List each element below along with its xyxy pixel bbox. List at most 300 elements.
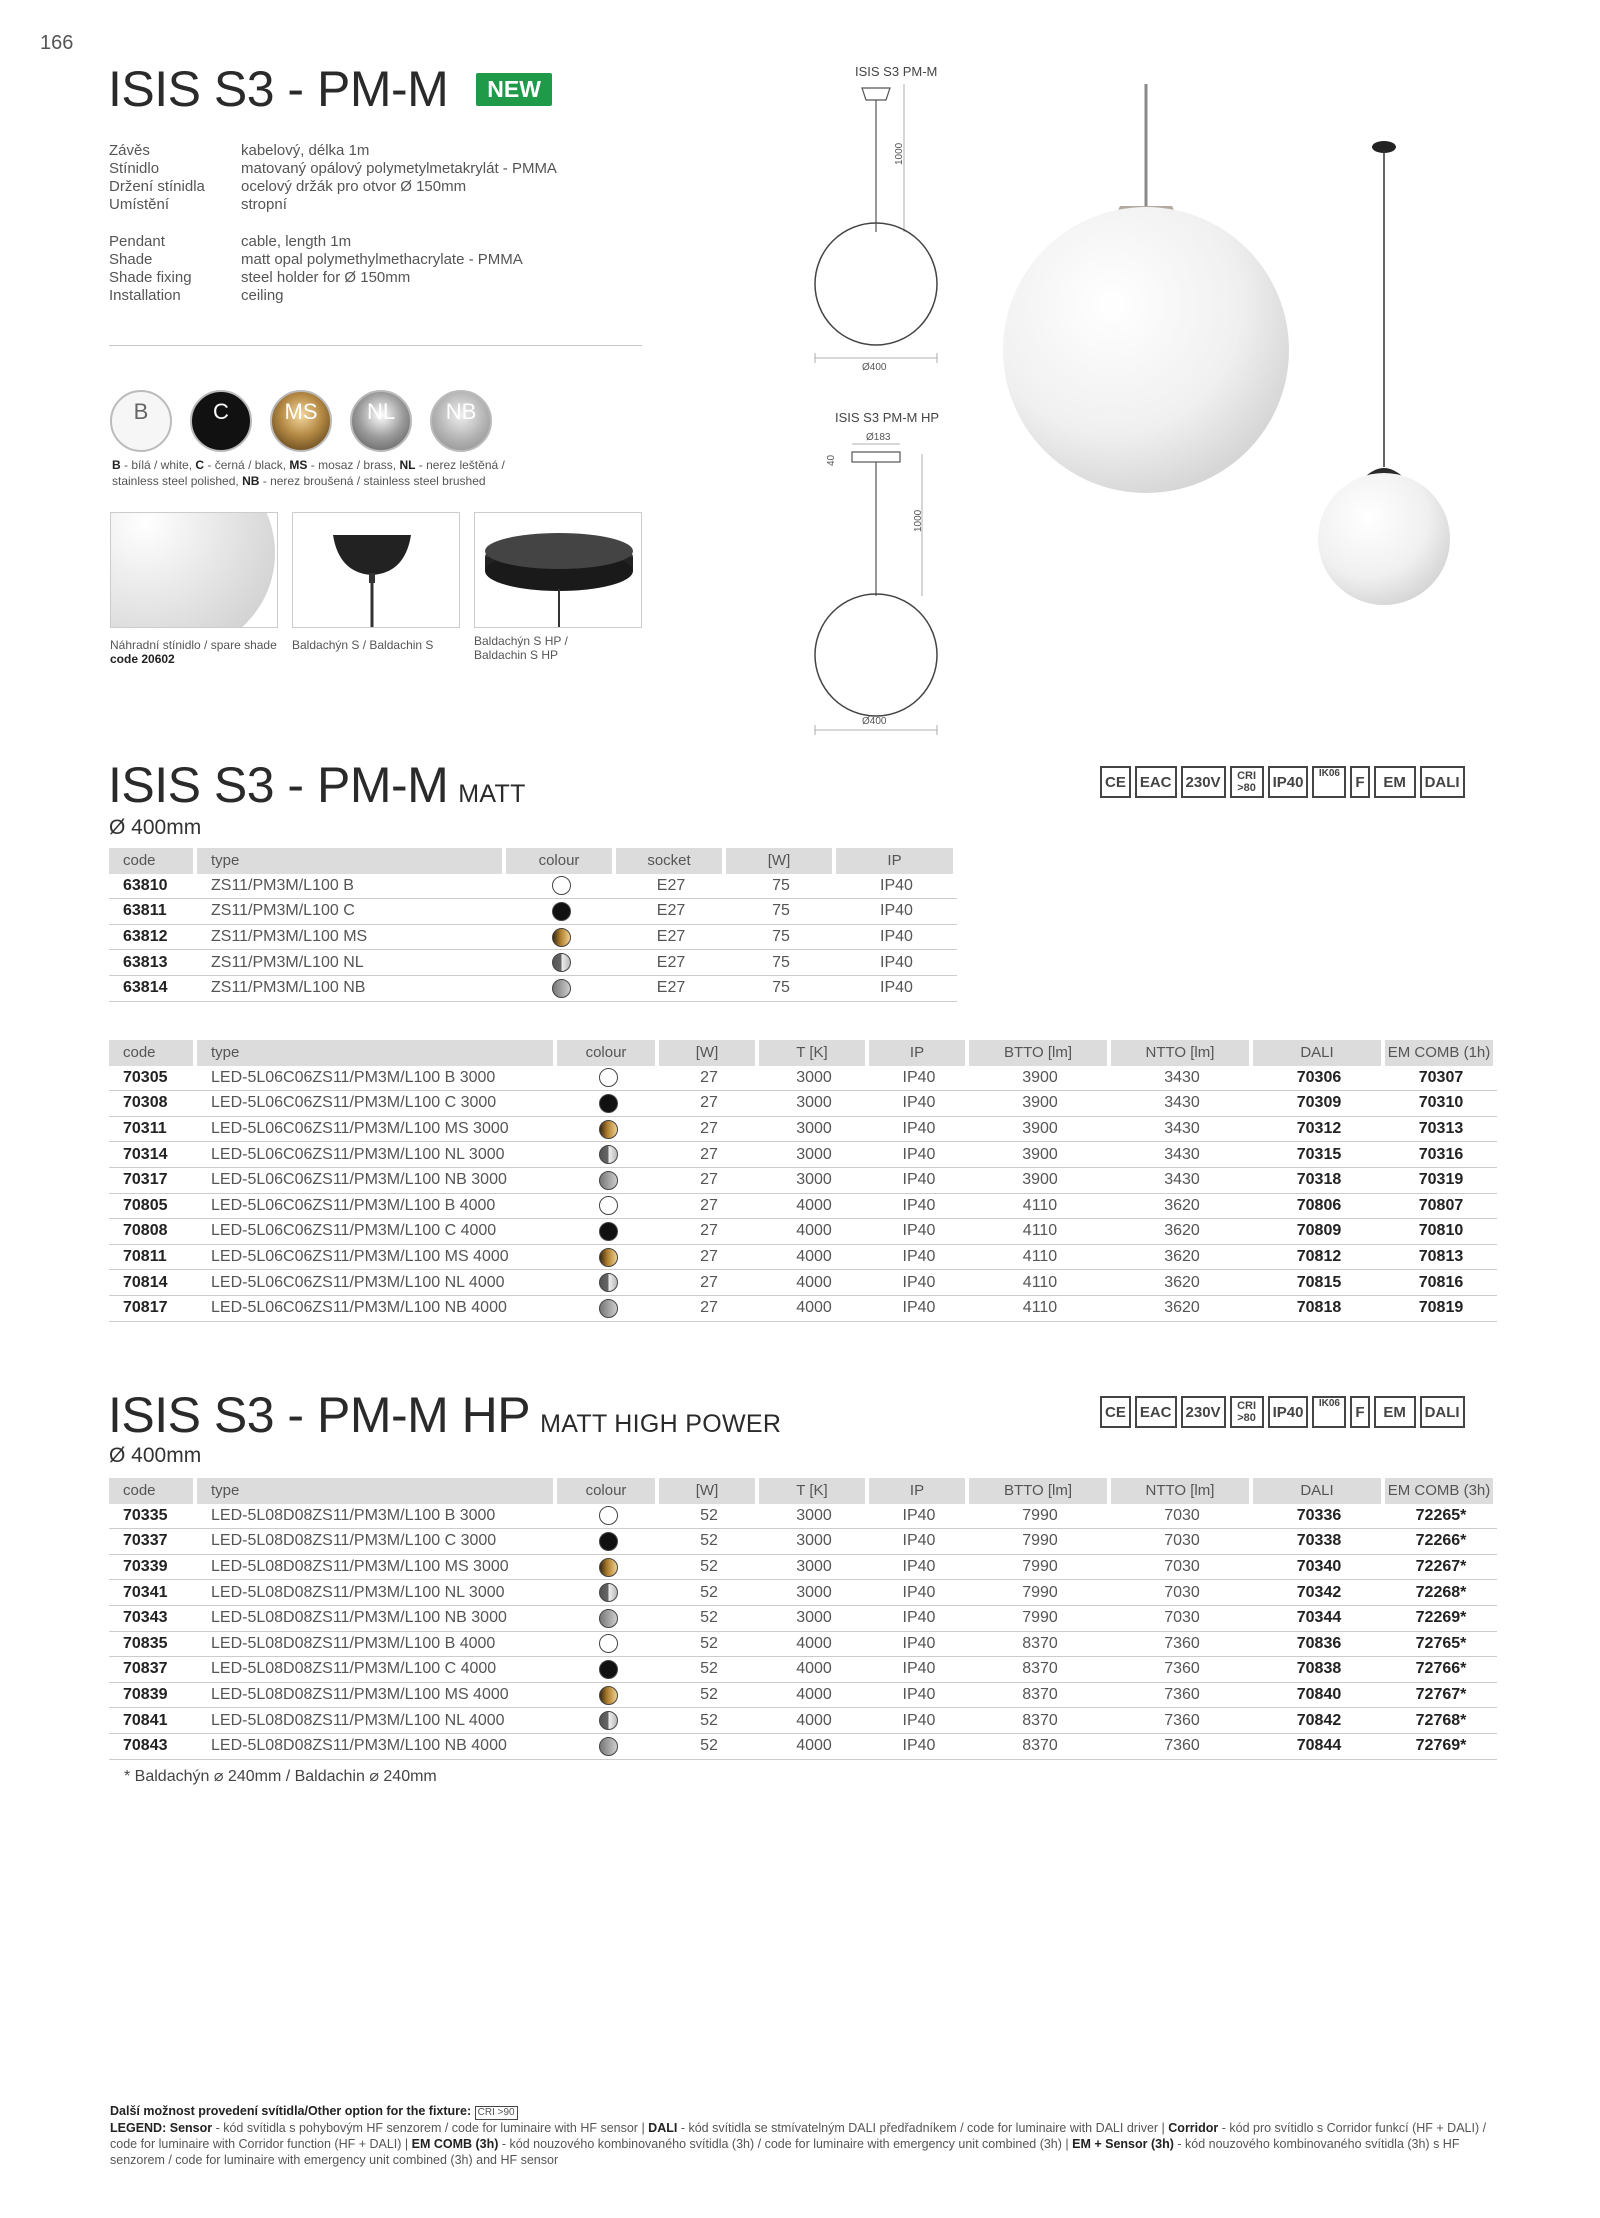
table-cell: 70337	[109, 1529, 197, 1555]
table-cell: 4000	[759, 1708, 869, 1734]
table-cell: 72269*	[1385, 1606, 1497, 1632]
table-cell: 8370	[969, 1734, 1111, 1760]
page-number: 166	[40, 32, 74, 54]
spec-label: Držení stínidla	[109, 178, 205, 195]
table-cell: 52	[659, 1632, 759, 1658]
table-row	[109, 1708, 1497, 1734]
table-cell: 8370	[969, 1683, 1111, 1709]
spec-row	[109, 160, 649, 178]
table-cell: 70311	[109, 1117, 197, 1143]
table-cell: 3000	[759, 1504, 869, 1530]
colour-cell	[557, 1657, 659, 1683]
table-cell: 52	[659, 1504, 759, 1530]
table-cell: 7990	[969, 1555, 1111, 1581]
table-cell: LED-5L08D08ZS11/PM3M/L100 NB 3000	[197, 1606, 557, 1632]
table-cell: 70335	[109, 1504, 197, 1530]
table-cell: IP40	[869, 1683, 969, 1709]
table-led	[109, 1040, 1497, 1322]
certification-icons-hp	[1100, 1396, 1465, 1428]
table-row	[109, 1504, 1497, 1530]
colour-cell	[506, 899, 616, 925]
table-cell: 8370	[969, 1657, 1111, 1683]
page-title: ISIS S3 - PM-M	[108, 61, 449, 117]
table-cell: 27	[659, 1091, 759, 1117]
table-cell: 52	[659, 1734, 759, 1760]
table-cell: 75	[726, 976, 836, 1002]
table-cell: 70341	[109, 1580, 197, 1606]
table-cell: 27	[659, 1066, 759, 1092]
table-cell: 72766*	[1385, 1657, 1497, 1683]
table-cell: 70315	[1253, 1142, 1385, 1168]
colour-dot-b-icon	[599, 1196, 618, 1215]
table-cell: 27	[659, 1245, 759, 1271]
legend-term: EM + Sensor (3h)	[1072, 2137, 1174, 2151]
column-header: colour	[506, 848, 616, 874]
colour-cell	[557, 1529, 659, 1555]
table-cell: IP40	[869, 1580, 969, 1606]
table-row	[109, 1529, 1497, 1555]
table-cell: LED-5L06C06ZS11/PM3M/L100 NB 4000	[197, 1296, 557, 1322]
cert-eac-icon: EAC	[1135, 1396, 1177, 1428]
table-cell: 52	[659, 1683, 759, 1709]
finish-swatches	[110, 390, 492, 452]
column-header: IP	[869, 1040, 969, 1066]
table-cell: 70310	[1385, 1091, 1497, 1117]
column-header: [W]	[726, 848, 836, 874]
table-cell: ZS11/PM3M/L100 B	[197, 874, 506, 900]
table-row	[109, 899, 957, 925]
colour-dot-b-icon	[552, 876, 571, 895]
spec-value: kabelový, délka 1m	[241, 142, 370, 159]
table-row	[109, 1219, 1497, 1245]
table-cell: LED-5L08D08ZS11/PM3M/L100 C 3000	[197, 1529, 557, 1555]
spec-label: Závěs	[109, 142, 150, 159]
colour-dot-b-icon	[599, 1506, 618, 1525]
table-row	[109, 1194, 1497, 1220]
table-cell: ZS11/PM3M/L100 NB	[197, 976, 506, 1002]
spec-value: steel holder for Ø 150mm	[241, 269, 411, 286]
table-cell: 3000	[759, 1091, 869, 1117]
cert-f-icon: F	[1350, 1396, 1369, 1428]
table-cell: 72769*	[1385, 1734, 1497, 1760]
table-cell: IP40	[869, 1734, 969, 1760]
column-header: IP	[836, 848, 957, 874]
spec-label: Installation	[109, 287, 181, 304]
cert-ce-icon: CE	[1100, 766, 1131, 798]
table-cell: 7360	[1111, 1657, 1253, 1683]
spare-shade-caption: Náhradní stínidlo / spare shade code 20602	[110, 638, 277, 666]
table-cell: 3000	[759, 1529, 869, 1555]
swatch-ms: MS	[270, 390, 332, 452]
specs-cz	[109, 142, 649, 214]
table-cell: 3000	[759, 1168, 869, 1194]
cert-ik06-icon: IK06	[1312, 766, 1346, 798]
table-row	[109, 1606, 1497, 1632]
table-cell: 3430	[1111, 1168, 1253, 1194]
spec-label: Umístění	[109, 196, 170, 213]
table-cell: 3430	[1111, 1142, 1253, 1168]
table-cell: 7990	[969, 1529, 1111, 1555]
table-cell: 70338	[1253, 1529, 1385, 1555]
table-cell: LED-5L08D08ZS11/PM3M/L100 C 4000	[197, 1657, 557, 1683]
table-cell: 4110	[969, 1245, 1111, 1271]
column-header: NTTO [lm]	[1111, 1478, 1253, 1504]
spec-label: Shade fixing	[109, 269, 192, 286]
colour-cell	[557, 1683, 659, 1709]
spec-label: Stínidlo	[109, 160, 160, 177]
drawing2-diameter: Ø400	[862, 716, 887, 727]
table-cell: 63814	[109, 976, 197, 1002]
drawing2-top: Ø183	[866, 432, 891, 443]
table-cell: 27	[659, 1117, 759, 1143]
colour-cell	[557, 1606, 659, 1632]
colour-dot-nb-icon	[599, 1609, 618, 1628]
table-cell: 4000	[759, 1296, 869, 1322]
colour-dot-nl-icon	[599, 1273, 618, 1292]
table-cell: 70817	[109, 1296, 197, 1322]
legend-term: EM COMB (3h)	[411, 2137, 499, 2151]
cert-em-icon: EM	[1374, 1396, 1416, 1428]
section2-title: ISIS S3 - PM-M HP MATT HIGH POWER	[108, 1387, 782, 1443]
table-cell: IP40	[869, 1657, 969, 1683]
legend-term: Corridor	[1168, 2121, 1219, 2135]
table-cell: 70314	[109, 1142, 197, 1168]
table-cell: 4000	[759, 1270, 869, 1296]
column-header: type	[197, 1040, 557, 1066]
table-cell: IP40	[869, 1168, 969, 1194]
colour-cell	[557, 1091, 659, 1117]
table-cell: LED-5L06C06ZS11/PM3M/L100 B 3000	[197, 1066, 557, 1092]
table-row	[109, 925, 957, 951]
spec-label: Shade	[109, 251, 153, 268]
table-cell: 52	[659, 1657, 759, 1683]
table-cell: 7360	[1111, 1708, 1253, 1734]
table-cell: 3900	[969, 1091, 1111, 1117]
table-cell: 70812	[1253, 1245, 1385, 1271]
column-header: colour	[557, 1478, 659, 1504]
table-row	[109, 950, 957, 976]
table-cell: LED-5L08D08ZS11/PM3M/L100 B 4000	[197, 1632, 557, 1658]
table-cell: IP40	[869, 1117, 969, 1143]
table-cell: LED-5L08D08ZS11/PM3M/L100 MS 4000	[197, 1683, 557, 1709]
table-cell: 3430	[1111, 1117, 1253, 1143]
spec-value: matovaný opálový polymetylmetakrylát - PMMA	[241, 160, 557, 177]
colour-dot-c-icon	[599, 1094, 618, 1113]
table-cell: IP40	[869, 1270, 969, 1296]
colour-dot-ms-icon	[599, 1558, 618, 1577]
table-cell: 7360	[1111, 1683, 1253, 1709]
product-photo	[990, 84, 1470, 614]
swatch-nb: NB	[430, 390, 492, 452]
table-cell: 70807	[1385, 1194, 1497, 1220]
table-cell: IP40	[836, 950, 957, 976]
table-cell: 7360	[1111, 1734, 1253, 1760]
table-cell: 3900	[969, 1066, 1111, 1092]
table-cell: 4110	[969, 1296, 1111, 1322]
colour-cell	[557, 1296, 659, 1322]
spec-value: stropní	[241, 196, 287, 213]
table-cell: 70811	[109, 1245, 197, 1271]
table-cell: 3000	[759, 1555, 869, 1581]
table-row	[109, 1168, 1497, 1194]
cri-90-icon: CRI >90	[475, 2106, 518, 2120]
spare-shade-image	[110, 512, 278, 628]
table-cell: 75	[726, 874, 836, 900]
table-cell: E27	[616, 874, 726, 900]
baldachin-s-caption: Baldachýn S / Baldachin S	[292, 638, 434, 652]
table-row	[109, 1142, 1497, 1168]
table-cell: 70307	[1385, 1066, 1497, 1092]
legend-term: DALI	[648, 2121, 678, 2135]
table-cell: 70316	[1385, 1142, 1497, 1168]
table-cell: IP40	[869, 1555, 969, 1581]
table-cell: ZS11/PM3M/L100 C	[197, 899, 506, 925]
colour-cell	[557, 1555, 659, 1581]
table-cell: IP40	[869, 1632, 969, 1658]
spec-row	[109, 196, 649, 214]
table-cell: 3430	[1111, 1066, 1253, 1092]
cert-dali-icon: DALI	[1420, 1396, 1465, 1428]
colour-cell	[557, 1117, 659, 1143]
section2-diameter: Ø 400mm	[109, 1444, 202, 1467]
colour-cell	[557, 1632, 659, 1658]
table-cell: 7030	[1111, 1529, 1253, 1555]
table-row	[109, 1632, 1497, 1658]
colour-dot-c-icon	[599, 1532, 618, 1551]
colour-cell	[557, 1219, 659, 1245]
table-cell: 72268*	[1385, 1580, 1497, 1606]
certification-icons	[1100, 766, 1465, 798]
spec-row	[109, 287, 649, 305]
legend-desc: - kód nouzového kombinovaného svítidla (3h) / code for luminaire with emergency unit combined (3h) |	[498, 2137, 1073, 2151]
drawing2-label: ISIS S3 PM-M HP	[835, 410, 940, 425]
table-cell: 75	[726, 925, 836, 951]
table-cell: 70815	[1253, 1270, 1385, 1296]
column-header: BTTO [lm]	[969, 1478, 1111, 1504]
header	[108, 61, 552, 117]
table-cell: E27	[616, 899, 726, 925]
table-cell: 3000	[759, 1580, 869, 1606]
colour-cell	[557, 1194, 659, 1220]
table-cell: 4000	[759, 1194, 869, 1220]
drawing1-height: 1000	[894, 142, 905, 165]
table-cell: 72767*	[1385, 1683, 1497, 1709]
table-cell: 70841	[109, 1708, 197, 1734]
colour-cell	[557, 1168, 659, 1194]
table-row	[109, 1683, 1497, 1709]
table-cell: 4000	[759, 1683, 869, 1709]
table-cell: IP40	[869, 1219, 969, 1245]
drawing1-diameter: Ø400	[862, 362, 887, 373]
column-header: DALI	[1253, 1040, 1385, 1066]
column-header: code	[109, 1040, 197, 1066]
table-cell: 27	[659, 1296, 759, 1322]
table-cell: LED-5L08D08ZS11/PM3M/L100 NL 4000	[197, 1708, 557, 1734]
table-cell: IP40	[836, 874, 957, 900]
swatch-c: C	[190, 390, 252, 452]
cert-dali-icon: DALI	[1420, 766, 1465, 798]
table-cell: 70814	[109, 1270, 197, 1296]
table-cell: IP40	[869, 1708, 969, 1734]
colour-dot-nb-icon	[552, 979, 571, 998]
table-cell: 4110	[969, 1194, 1111, 1220]
table-cell: 52	[659, 1708, 759, 1734]
table-cell: IP40	[869, 1606, 969, 1632]
table-cell: IP40	[836, 976, 957, 1002]
table-cell: 3000	[759, 1066, 869, 1092]
table-cell: LED-5L08D08ZS11/PM3M/L100 B 3000	[197, 1504, 557, 1530]
table-cell: 70836	[1253, 1632, 1385, 1658]
table-cell: 70844	[1253, 1734, 1385, 1760]
column-header: colour	[557, 1040, 659, 1066]
table-bulb	[109, 848, 957, 1002]
table-cell: 70305	[109, 1066, 197, 1092]
column-header: socket	[616, 848, 726, 874]
colour-dot-nl-icon	[599, 1583, 618, 1602]
legend-desc: - kód svítidla se stmívatelným DALI předřadníkem / code for luminaire with DALI driver |	[677, 2121, 1169, 2135]
table-cell: 7360	[1111, 1632, 1253, 1658]
table-cell: LED-5L06C06ZS11/PM3M/L100 MS 3000	[197, 1117, 557, 1143]
table-cell: 52	[659, 1580, 759, 1606]
drawing1-diagram	[800, 80, 950, 380]
table-cell: 72265*	[1385, 1504, 1497, 1530]
column-header: NTTO [lm]	[1111, 1040, 1253, 1066]
table-cell: 70306	[1253, 1066, 1385, 1092]
swatch-b: B	[110, 390, 172, 452]
table-cell: IP40	[836, 899, 957, 925]
spec-row	[109, 251, 649, 269]
table-cell: LED-5L06C06ZS11/PM3M/L100 NL 3000	[197, 1142, 557, 1168]
table-cell: 63813	[109, 950, 197, 976]
spec-row	[109, 233, 649, 251]
table-cell: ZS11/PM3M/L100 MS	[197, 925, 506, 951]
table-cell: 70843	[109, 1734, 197, 1760]
colour-dot-b-icon	[599, 1068, 618, 1087]
table-cell: 7990	[969, 1504, 1111, 1530]
table-cell: LED-5L06C06ZS11/PM3M/L100 B 4000	[197, 1194, 557, 1220]
footer-legend: Další možnost provedení svítidla/Other option for the fixture: CRI >90 LEGEND: Sensor - kód svítidla s pohybovým HF senzorem / code for luminaire with HF sensor | DALI - kód svítidla se stmívatelným DALI předřadníkem / code for luminaire with DALI driver | Corridor - kód pro svítidlo s Corridor funkcí (HF + DALI) / code for luminaire with Corridor function (HF + DALI) | EM COMB (3h) - kód nouzového kombinovaného svítidla (3h) / code for luminaire with emergency unit combined (3h) | EM + Sensor (3h) - kód nouzového kombinovaného svítidla (3h) s HF senzorem / code for luminaire with emergency unit combined (3h) and HF sensor	[110, 2104, 1487, 2167]
table-cell: 4110	[969, 1219, 1111, 1245]
column-header: BTTO [lm]	[969, 1040, 1111, 1066]
colour-dot-b-icon	[599, 1634, 618, 1653]
table-cell: 27	[659, 1142, 759, 1168]
table-cell: IP40	[869, 1296, 969, 1322]
table-cell: 4000	[759, 1219, 869, 1245]
column-header: code	[109, 1478, 197, 1504]
table-cell: 70340	[1253, 1555, 1385, 1581]
colour-dot-c-icon	[599, 1222, 618, 1241]
table-cell: 70809	[1253, 1219, 1385, 1245]
cert-f-icon: F	[1350, 766, 1369, 798]
table-cell: 3620	[1111, 1219, 1253, 1245]
colour-dot-c-icon	[599, 1660, 618, 1679]
table-cell: 72768*	[1385, 1708, 1497, 1734]
cert-eac-icon: EAC	[1135, 766, 1177, 798]
table-cell: 4000	[759, 1245, 869, 1271]
column-header: code	[109, 848, 197, 874]
table-cell: E27	[616, 925, 726, 951]
table-row	[109, 1117, 1497, 1143]
table-cell: 70839	[109, 1683, 197, 1709]
colour-dot-nl-icon	[552, 953, 571, 972]
cert-ik06-icon: IK06	[1312, 1396, 1346, 1428]
column-header: [W]	[659, 1478, 759, 1504]
colour-cell	[506, 950, 616, 976]
table-cell: 3000	[759, 1117, 869, 1143]
drawing2-diagram	[800, 440, 950, 740]
table-cell: 72267*	[1385, 1555, 1497, 1581]
section1-title: ISIS S3 - PM-M MATT	[108, 757, 526, 813]
table-cell: 3620	[1111, 1194, 1253, 1220]
table-cell: 27	[659, 1194, 759, 1220]
table-led-hp	[109, 1478, 1497, 1760]
table-cell: 4110	[969, 1270, 1111, 1296]
colour-cell	[557, 1734, 659, 1760]
table-cell: 7030	[1111, 1504, 1253, 1530]
table-cell: IP40	[869, 1091, 969, 1117]
column-header: EM COMB (1h)	[1385, 1040, 1497, 1066]
table-cell: 63810	[109, 874, 197, 900]
table-cell: 75	[726, 899, 836, 925]
table-cell: E27	[616, 950, 726, 976]
table-cell: 70339	[109, 1555, 197, 1581]
column-header: type	[197, 848, 506, 874]
colour-cell	[557, 1245, 659, 1271]
specs-en	[109, 233, 649, 305]
table-cell: 70805	[109, 1194, 197, 1220]
colour-cell	[506, 976, 616, 1002]
new-badge: NEW	[476, 73, 552, 106]
legend-term: Sensor	[169, 2121, 213, 2135]
table-cell: 4000	[759, 1734, 869, 1760]
drawing2-canopy: 40	[826, 454, 837, 466]
cert-ip40-icon: IP40	[1268, 766, 1309, 798]
colour-dot-ms-icon	[599, 1686, 618, 1705]
table-row	[109, 1245, 1497, 1271]
table-cell: 70835	[109, 1632, 197, 1658]
colour-dot-nl-icon	[599, 1145, 618, 1164]
drawing1-label: ISIS S3 PM-M	[855, 64, 938, 79]
drawing2-height: 1000	[913, 509, 924, 532]
spec-value: ceiling	[241, 287, 284, 304]
column-header: [W]	[659, 1040, 759, 1066]
table-cell: 3430	[1111, 1091, 1253, 1117]
colour-cell	[506, 925, 616, 951]
table-cell: 70319	[1385, 1168, 1497, 1194]
table-cell: 27	[659, 1219, 759, 1245]
table-cell: 70336	[1253, 1504, 1385, 1530]
legend-desc: - kód svítidla s pohybovým HF senzorem / code for luminaire with HF sensor |	[212, 2121, 649, 2135]
table-cell: 3000	[759, 1142, 869, 1168]
table-row	[109, 1066, 1497, 1092]
colour-cell	[557, 1504, 659, 1530]
colour-dot-nb-icon	[599, 1299, 618, 1318]
divider	[109, 345, 642, 346]
colour-cell	[557, 1142, 659, 1168]
table-cell: LED-5L06C06ZS11/PM3M/L100 NB 3000	[197, 1168, 557, 1194]
column-header: T [K]	[759, 1040, 869, 1066]
column-header: T [K]	[759, 1478, 869, 1504]
table-cell: 70842	[1253, 1708, 1385, 1734]
cert-230v-icon: 230V	[1181, 766, 1226, 798]
table-cell: LED-5L08D08ZS11/PM3M/L100 MS 3000	[197, 1555, 557, 1581]
table-cell: 72266*	[1385, 1529, 1497, 1555]
table-cell: 70313	[1385, 1117, 1497, 1143]
spec-value: ocelový držák pro otvor Ø 150mm	[241, 178, 467, 195]
baldachin-s-hp-caption: Baldachýn S HP / Baldachin S HP	[474, 634, 568, 662]
colour-cell	[557, 1270, 659, 1296]
table-row	[109, 1555, 1497, 1581]
